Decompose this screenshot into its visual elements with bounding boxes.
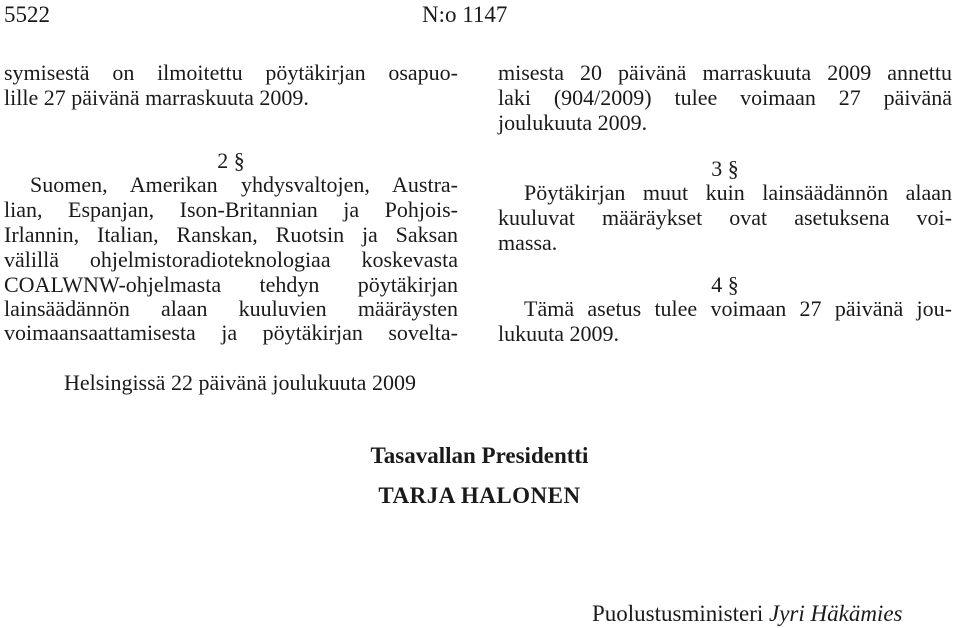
text-line: laki (904/2009) tulee voimaan 27 päivänä: [498, 85, 952, 110]
text-line: misesta 20 päivänä marraskuuta 2009 annettu: [498, 60, 952, 85]
section-heading-3: 3 §: [711, 156, 739, 181]
president-name: TARJA HALONEN: [378, 483, 581, 508]
section-heading-4: 4 §: [711, 272, 739, 297]
text-line: voimaansaattamisesta ja pöytäkirjan sovelta-: [4, 320, 458, 345]
text-line: Tämä asetus tulee voimaan 27 päivänä jou-: [524, 296, 952, 321]
text-line: lainsäädännön alaan kuuluvien määräysten: [4, 296, 458, 321]
text-line: joulukuuta 2009.: [498, 110, 648, 135]
page-number: 5522: [4, 2, 50, 27]
place-date: Helsingissä 22 päivänä joulukuuta 2009: [64, 370, 416, 395]
president-title: Tasavallan Presidentti: [370, 443, 589, 468]
text-line: kuuluvat määräykset ovat asetuksena voi-: [498, 205, 952, 230]
text-line: symisestä on ilmoitettu pöytäkirjan osapuo-: [4, 60, 458, 85]
text-line: COALWNW-ohjelmasta tehdyn pöytäkirjan: [4, 272, 458, 297]
minister-name: Jyri Häkämies: [769, 601, 903, 626]
text-line: lukuuta 2009.: [498, 321, 619, 346]
text-line: lian, Espanjan, Ison-Britannian ja Pohjois-: [4, 197, 458, 222]
minister-title: Puolustusministeri: [592, 601, 764, 626]
text-line: Pöytäkirjan muut kuin lainsäädännön alaan: [524, 180, 952, 205]
section-heading-2: 2 §: [217, 148, 245, 173]
text-line: Irlannin, Italian, Ranskan, Ruotsin ja Saksan: [4, 222, 458, 247]
issue-number: N:o 1147: [422, 2, 508, 27]
text-line: massa.: [498, 230, 558, 255]
text-line: lille 27 päivänä marraskuuta 2009.: [4, 85, 309, 110]
text-line: Suomen, Amerikan yhdysvaltojen, Austra-: [30, 172, 458, 197]
text-line: välillä ohjelmistoradioteknologiaa koskevasta: [4, 247, 458, 272]
minister-signature: [592, 601, 903, 627]
